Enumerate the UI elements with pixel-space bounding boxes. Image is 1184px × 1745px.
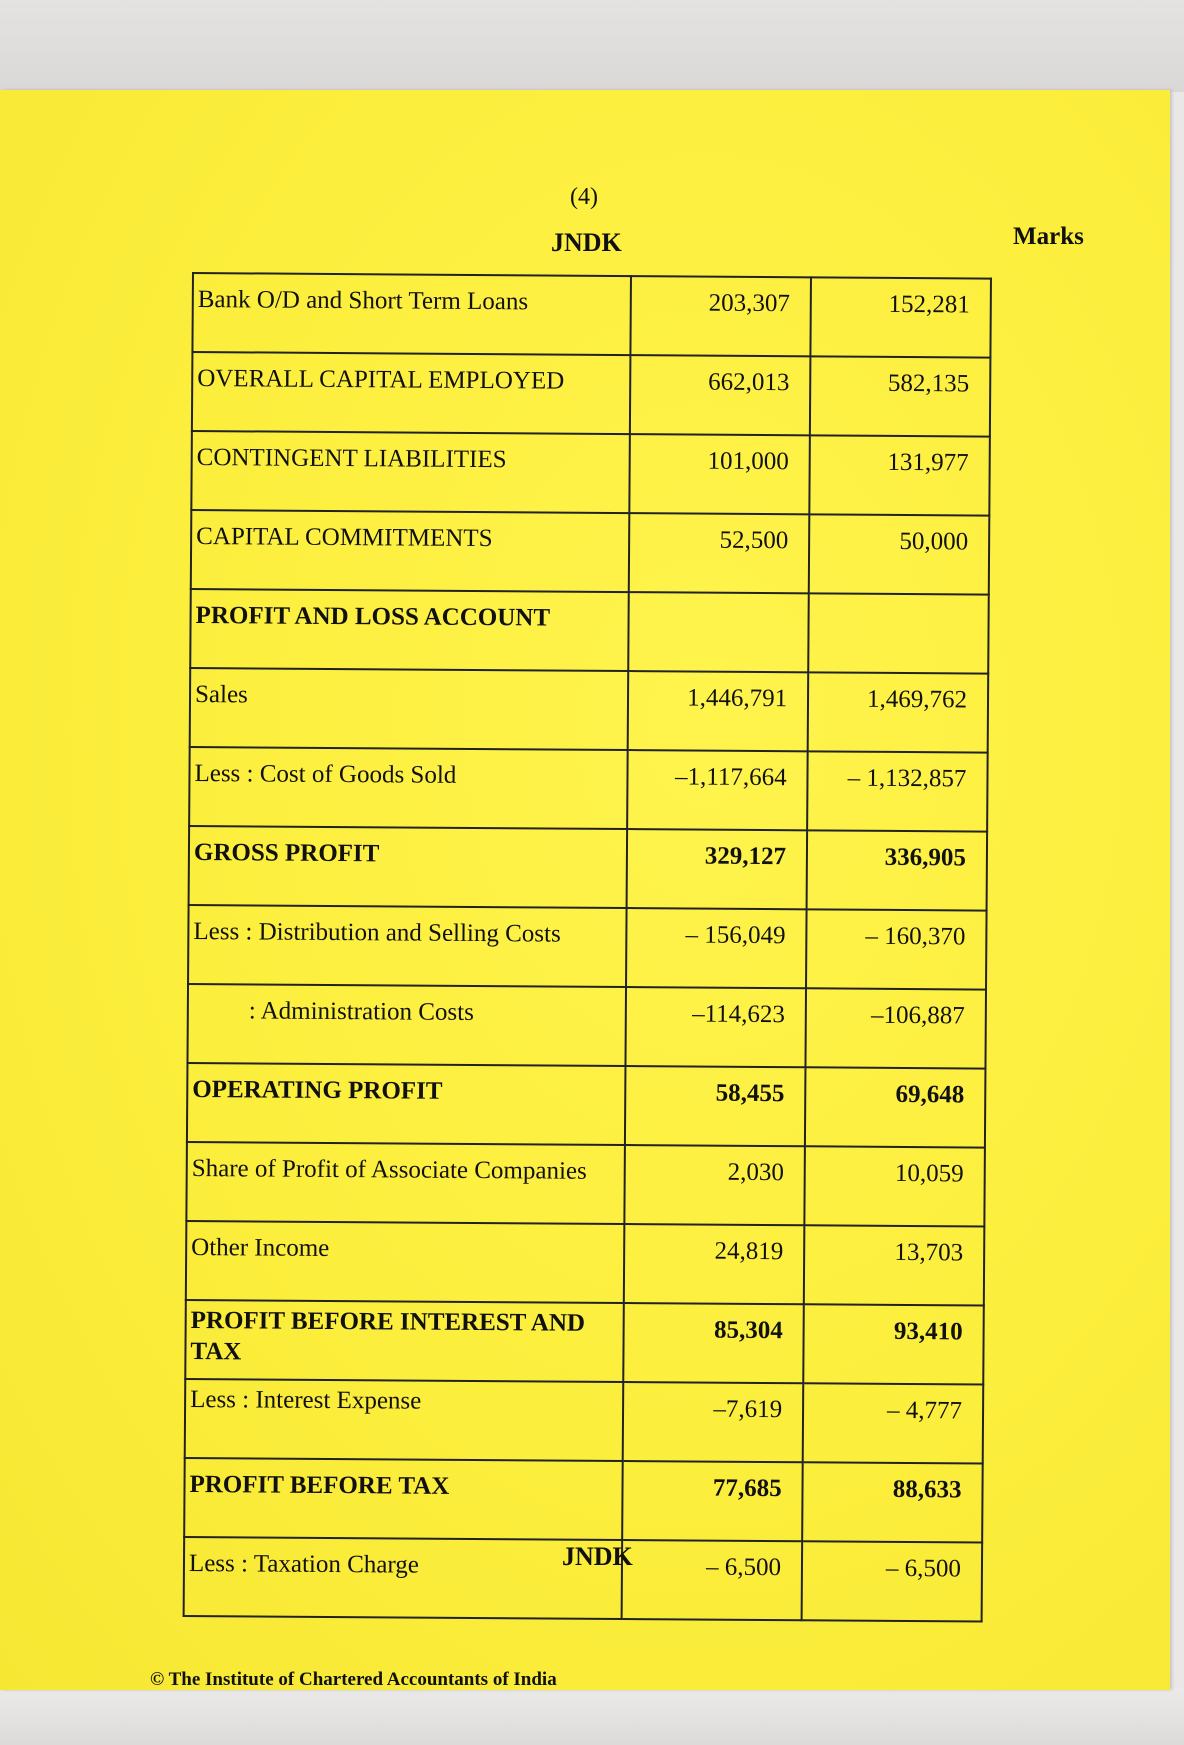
row-value-year2: 336,905 <box>807 830 987 910</box>
row-value-year1: 77,685 <box>622 1461 802 1541</box>
section-heading: PROFIT AND LOSS ACCOUNT <box>190 589 629 671</box>
row-label: Other Income <box>186 1221 625 1303</box>
row-value-year2: 152,281 <box>811 277 991 357</box>
scan-top-margin <box>0 0 1184 92</box>
row-label: GROSS PROFIT <box>189 826 628 908</box>
row-value-year2: – 4,777 <box>803 1383 983 1463</box>
table-row <box>188 905 987 990</box>
total-row <box>185 1300 984 1385</box>
row-label: Bank O/D and Short Term Loans <box>192 273 631 355</box>
row-value-year2: – 160,370 <box>806 909 986 989</box>
row-label: Share of Profit of Associate Companies <box>186 1142 625 1224</box>
header-code: JNDK <box>551 228 622 257</box>
table-row <box>191 431 990 516</box>
row-value-year1: 1,446,791 <box>628 671 808 751</box>
table-row <box>189 747 988 832</box>
row-value-year2: –106,887 <box>806 988 986 1068</box>
row-value-year1: – 6,500 <box>622 1540 802 1620</box>
row-label: : Administration Costs <box>187 984 626 1066</box>
row-value-year2: 69,648 <box>805 1067 985 1147</box>
row-value-year1: 329,127 <box>627 829 807 909</box>
row-value-year2: 13,703 <box>804 1225 984 1305</box>
row-value-year1: – 156,049 <box>626 908 806 988</box>
row-value-year2: 10,059 <box>805 1146 985 1226</box>
table-row <box>192 352 991 437</box>
row-label: Less : Cost of Goods Sold <box>189 747 628 829</box>
table-row <box>190 668 989 753</box>
row-label: Less : Interest Expense <box>185 1379 624 1461</box>
financial-table <box>183 272 992 1623</box>
row-value-year1: 662,013 <box>630 355 810 435</box>
marks-label: Marks <box>1013 223 1084 250</box>
row-value-year2 <box>808 593 988 673</box>
row-value-year1: 2,030 <box>625 1145 805 1225</box>
total-row <box>189 826 988 911</box>
row-value-year1: 85,304 <box>624 1303 804 1383</box>
row-value-year1: 52,500 <box>629 513 809 593</box>
row-value-year1: 101,000 <box>630 434 810 514</box>
total-row <box>184 1458 983 1543</box>
row-value-year2: 50,000 <box>809 514 989 594</box>
row-label: PROFIT BEFORE INTEREST AND TAX <box>185 1300 624 1382</box>
page-number: (4) <box>570 184 598 210</box>
row-label: OVERALL CAPITAL EMPLOYED <box>192 352 631 434</box>
table-row <box>185 1379 984 1464</box>
row-value-year2: 582,135 <box>810 356 990 436</box>
row-value-year2: 1,469,762 <box>808 672 988 752</box>
row-label: PROFIT BEFORE TAX <box>184 1458 623 1540</box>
row-label: Sales <box>190 668 629 750</box>
row-value-year2: 93,410 <box>803 1304 983 1384</box>
row-value-year2: – 1,132,857 <box>807 751 987 831</box>
row-label: Less : Distribution and Selling Costs <box>188 905 627 987</box>
row-value-year1: 203,307 <box>631 276 811 356</box>
table-row <box>192 273 991 358</box>
row-value-year1: –114,623 <box>626 987 806 1067</box>
row-label: CAPITAL COMMITMENTS <box>191 510 630 592</box>
table-row <box>186 1142 985 1227</box>
row-value-year2: 131,977 <box>809 435 989 515</box>
row-label: CONTINGENT LIABILITIES <box>191 431 630 513</box>
scan-bottom-margin <box>0 1688 1184 1745</box>
row-value-year1: 24,819 <box>624 1224 804 1304</box>
copyright-notice: © The Institute of Chartered Accountants of India <box>150 1669 557 1690</box>
row-value-year2: – 6,500 <box>802 1541 982 1621</box>
row-value-year1: 58,455 <box>625 1066 805 1146</box>
section-heading-row <box>190 589 989 674</box>
row-label: Less : Taxation Charge <box>184 1537 623 1619</box>
row-label: OPERATING PROFIT <box>187 1063 626 1145</box>
table-row <box>191 510 990 595</box>
table-row <box>186 1221 985 1306</box>
row-value-year2: 88,633 <box>802 1462 982 1542</box>
row-value-year1: –1,117,664 <box>627 750 807 830</box>
row-value-year1 <box>629 592 809 672</box>
footer-code: JNDK <box>562 1542 633 1571</box>
row-value-year1: –7,619 <box>623 1382 803 1462</box>
total-row <box>187 1063 986 1148</box>
table-row <box>187 984 986 1069</box>
